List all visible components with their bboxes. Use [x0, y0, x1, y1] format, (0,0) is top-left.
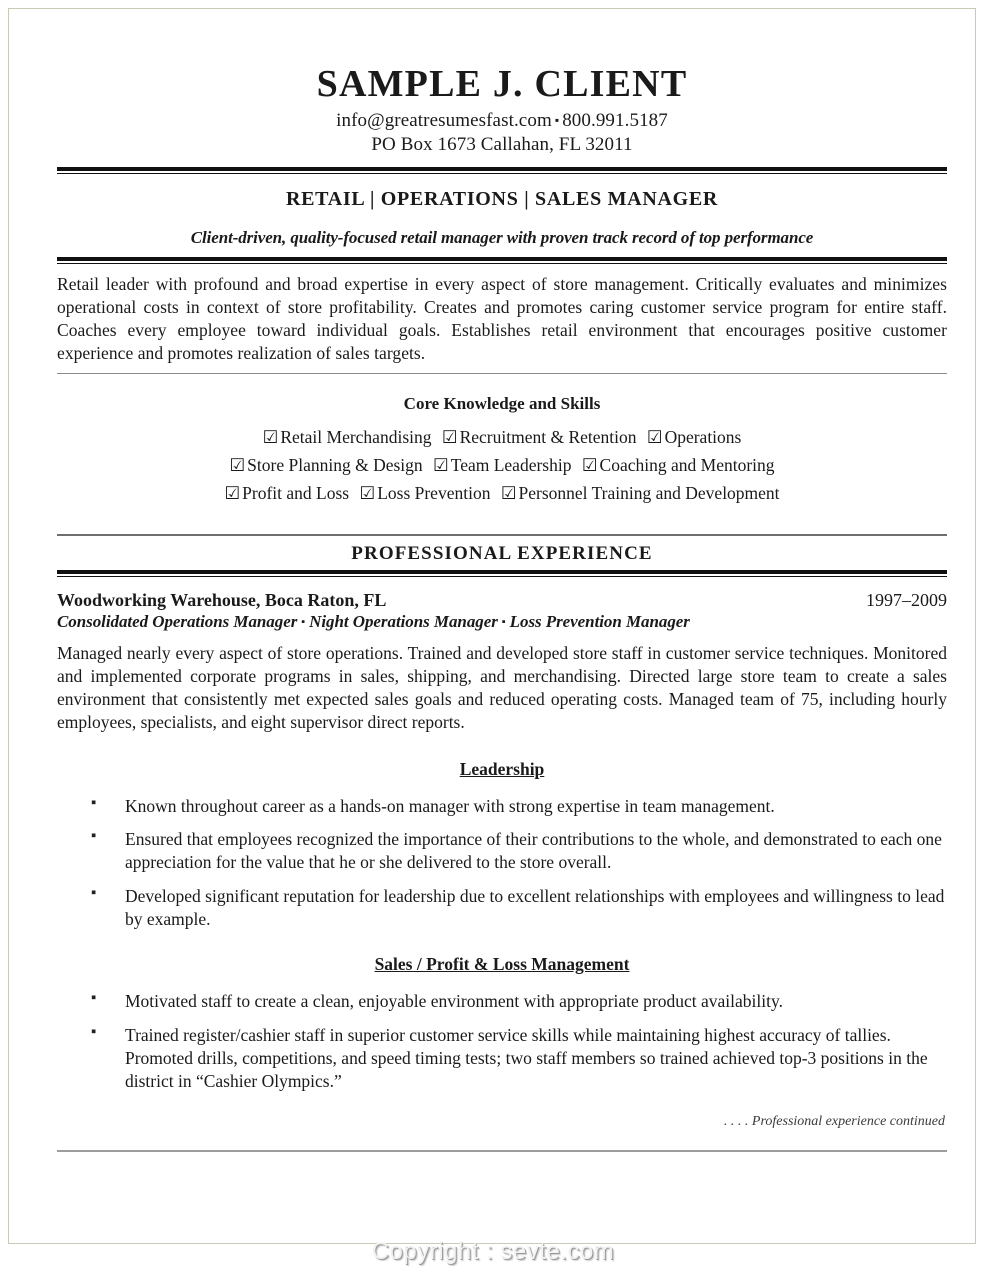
checkbox-checked-icon: ☑: [581, 454, 598, 475]
experience-section: [57, 534, 947, 577]
leadership-bullet-list: [57, 795, 947, 931]
core-skills-row: [57, 451, 947, 479]
skill-label: Recruitment & Retention: [459, 426, 637, 447]
skill-item: [579, 455, 778, 475]
subsection-heading-sales-profit-loss: Sales / Profit & Loss Management: [374, 954, 630, 975]
tagline-divider: [57, 257, 947, 264]
core-skills-heading: Core Knowledge and Skills: [403, 393, 601, 413]
job-titles: [57, 612, 947, 632]
list-item: ▪ Developed significant reputation for leadership due to excellent relationships with employees and willingness to lead by example.: [91, 885, 947, 931]
skill-item: [644, 427, 745, 447]
resume-body: [57, 21, 947, 1152]
list-item: ▪ Motivated staff to create a clean, enjoyable environment with appropriate product availability.: [91, 990, 947, 1013]
skill-item: [498, 483, 783, 503]
skill-item: [221, 483, 352, 503]
job-title: Consolidated Operations Manager: [57, 611, 298, 631]
skill-item: [226, 455, 425, 475]
job-entry: [57, 590, 947, 1093]
tagline: Client-driven, quality-focused retail manager with proven track record of top performance: [190, 227, 814, 247]
job-employer: Woodworking Warehouse, Boca Raton, FL: [57, 589, 387, 610]
email-text: info@greatresumesfast.com: [336, 109, 552, 131]
checkbox-checked-icon: ☑: [224, 483, 241, 504]
target-title: RETAIL | OPERATIONS | SALES MANAGER: [285, 187, 719, 210]
checkbox-checked-icon: ☑: [229, 454, 246, 475]
core-skills-row: [57, 479, 947, 507]
list-item: ▪ Trained register/cashier staff in superior customer service skills while maintaining highest accuracy of tallies. Promoted drills, competitions, and speed timing tests; two staff members so trained achieved top-3 positions in the district in “Cashier Olympics.”: [91, 1024, 947, 1092]
job-header: [57, 590, 947, 611]
skill-item: [356, 483, 493, 503]
contact-line-address: PO Box 1673 Callahan, FL 32011: [371, 134, 633, 156]
skill-label: Team Leadership: [450, 454, 572, 475]
skill-item: [430, 455, 574, 475]
skill-label: Profit and Loss: [242, 483, 350, 504]
job-title: Loss Prevention Manager: [509, 611, 690, 631]
skill-label: Coaching and Mentoring: [599, 454, 775, 475]
skill-label: Personnel Training and Development: [518, 483, 780, 504]
skill-label: Retail Merchandising: [280, 426, 432, 447]
checkbox-checked-icon: ☑: [359, 483, 376, 504]
candidate-name: SAMPLE J. CLIENT: [316, 63, 688, 105]
profile-summary: Retail leader with profound and broad expertise in every aspect of store management. Critically evaluates and minimizes operational costs in context of store profitability. Creates and promotes caring customer service program for entire staff. Coaches every employee toward individual goals. Establishes retail environment that encourages positive customer experience and promotes realization of sales targets.: [57, 273, 947, 364]
contact-line-primary: [57, 109, 947, 133]
resume-page: [8, 8, 976, 1244]
checkbox-checked-icon: ☑: [646, 426, 663, 447]
skill-label: Loss Prevention: [377, 483, 491, 504]
job-title: Night Operations Manager: [309, 611, 498, 631]
checkbox-checked-icon: ☑: [262, 426, 279, 447]
skill-item: [439, 427, 640, 447]
continued-note: . . . . Professional experience continued: [723, 1114, 945, 1130]
job-dates: 1997–2009: [866, 589, 947, 610]
skill-item: [260, 427, 435, 447]
experience-section-title: PROFESSIONAL EXPERIENCE: [351, 542, 653, 564]
experience-divider-bottom: [57, 570, 947, 577]
skill-label: Store Planning & Design: [247, 454, 423, 475]
skill-label: Operations: [664, 426, 742, 447]
header-divider: [57, 167, 947, 174]
summary-divider: [57, 373, 947, 374]
sales-bullet-list: [57, 990, 947, 1092]
footer-divider: [57, 1150, 947, 1152]
checkbox-checked-icon: ☑: [433, 454, 449, 475]
title-separator-icon: ▪: [501, 615, 506, 628]
checkbox-checked-icon: ☑: [441, 426, 458, 447]
list-item: ▪ Known throughout career as a hands-on manager with strong expertise in team management.: [91, 795, 947, 818]
title-separator-icon: ▪: [301, 615, 306, 628]
subsection-heading-leadership: Leadership: [459, 758, 545, 779]
job-summary: Managed nearly every aspect of store operations. Trained and developed store staff in customer service techniques. Monitored and implemented corporate programs in sales, shipping, and merchandising. Directed large store team to create a sales environment that consistently met expected sales goals and reduced operating costs. Managed team of 75, including hourly employees, specialists, and eight supervisor direct reports.: [57, 642, 947, 733]
list-item: ▪ Ensured that employees recognized the importance of their contributions to the whole, and demonstrated to each one appreciation for the value that he or she delivered to the store overall.: [91, 828, 947, 874]
core-skills-row: [57, 423, 947, 451]
watermark: Copyright : sevte.com: [371, 1238, 615, 1265]
contact-separator-icon: ▪: [554, 112, 560, 127]
checkbox-checked-icon: ☑: [500, 483, 517, 504]
phone-text: 800.991.5187: [562, 109, 668, 131]
